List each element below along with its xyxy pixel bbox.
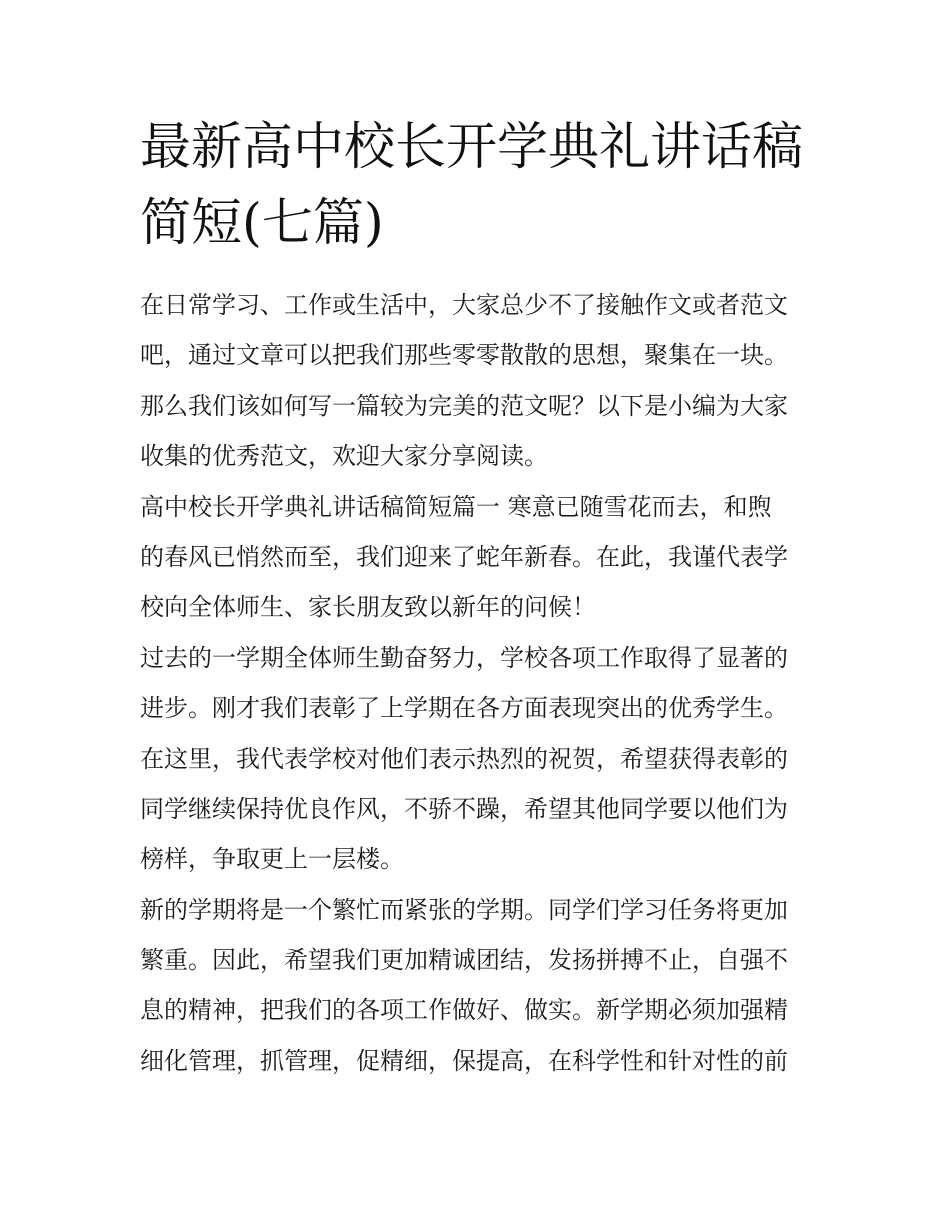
- body-line-3: 那么我们该如何写一篇较为完美的范文呢？以下是小编为大家: [140, 391, 788, 420]
- title-line-2: 简短(七篇): [140, 194, 384, 253]
- body-line-4: 收集的优秀范文，欢迎大家分享阅读。: [140, 442, 548, 471]
- title-line-1: 最新高中校长开学典礼讲话稿: [140, 118, 804, 177]
- body-line-13: 新的学期将是一个繁忙而紧张的学期。同学们学习任务将更加: [140, 895, 788, 924]
- body-line-9: 进步。刚才我们表彰了上学期在各方面表现突出的优秀学生。: [140, 694, 788, 723]
- body-line-10: 在这里，我代表学校对他们表示热烈的祝贺，希望获得表彰的: [140, 744, 788, 773]
- body-line-12: 榜样，争取更上一层楼。: [140, 845, 404, 874]
- body-line-6: 的春风已悄然而至，我们迎来了蛇年新春。在此，我谨代表学: [140, 542, 788, 571]
- body-line-2: 吧，通过文章可以把我们那些零零散散的思想，聚集在一块。: [140, 341, 788, 370]
- body-line-5: 高中校长开学典礼讲话稿简短篇一 寒意已随雪花而去，和煦: [140, 492, 772, 521]
- body-line-15: 息的精神，把我们的各项工作做好、做实。新学期必须加强精: [140, 996, 788, 1025]
- body-line-14: 繁重。因此，希望我们更加精诚团结，发扬拼搏不止，自强不: [140, 946, 788, 975]
- body-line-7: 校向全体师生、家长朋友致以新年的问候！: [140, 593, 596, 622]
- body-line-1: 在日常学习、工作或生活中，大家总少不了接触作文或者范文: [140, 291, 788, 319]
- document-title: [140, 110, 830, 262]
- body-line-8: 过去的一学期全体师生勤奋努力，学校各项工作取得了显著的: [140, 643, 788, 672]
- body-line-16: 细化管理，抓管理，促精细，保提高，在科学性和针对性的前: [140, 1046, 788, 1075]
- body-line-11: 同学继续保持优良作风，不骄不躁，希望其他同学要以他们为: [140, 794, 788, 823]
- document-body: [140, 280, 830, 1086]
